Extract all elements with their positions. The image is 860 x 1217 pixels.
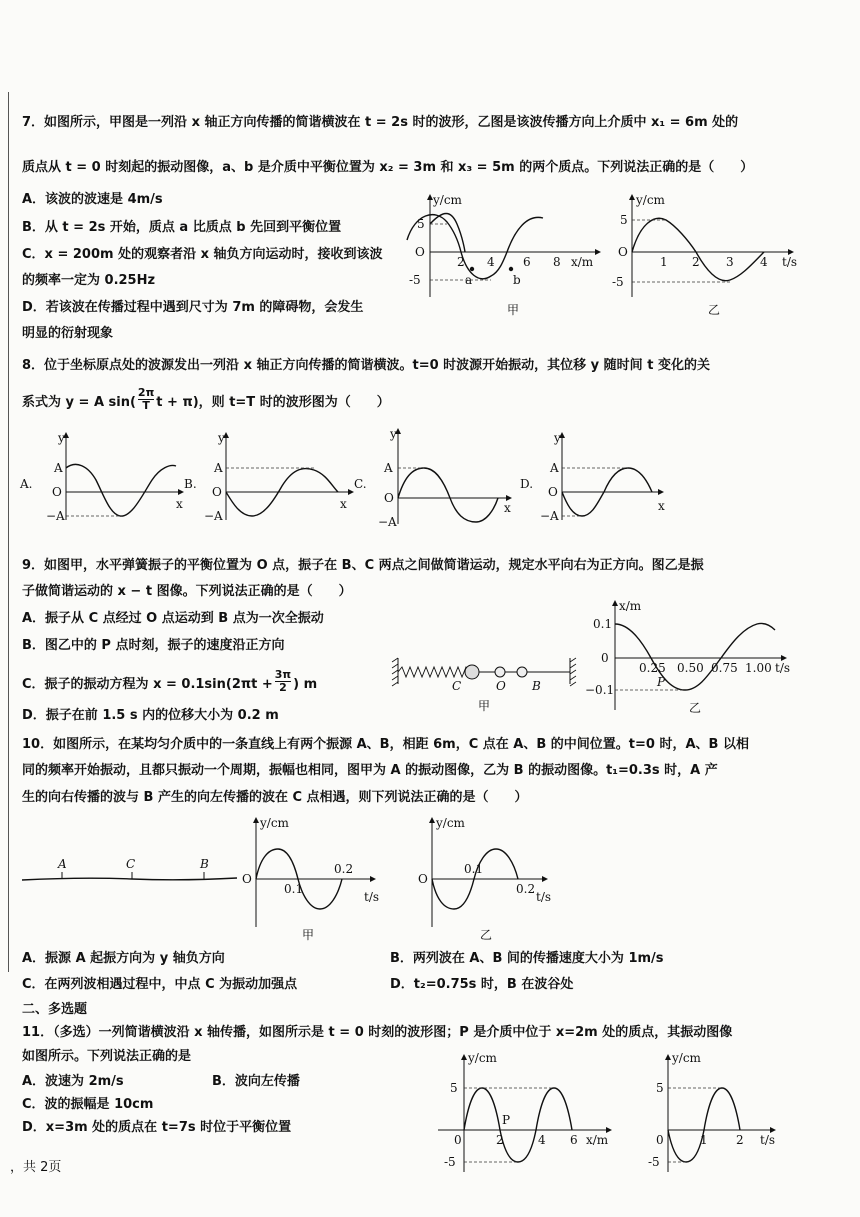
t-tick-2: 2 (692, 255, 700, 269)
q10-option-d: D．t₂=0.75s 时，B 在波谷处 (390, 977, 574, 992)
tick-6: 6 (570, 1133, 578, 1147)
svg-text:−A: −A (46, 509, 65, 523)
origin-label: O (415, 245, 425, 259)
label-o: O (496, 679, 506, 693)
y-tick-5: 5 (417, 217, 425, 231)
tick-5: 5 (656, 1081, 664, 1095)
tick-0.50: 0.50 (677, 661, 704, 675)
wave-curve (464, 1088, 572, 1162)
spring (398, 667, 470, 677)
q7-option-d-line2: 明显的衍射现象 (22, 326, 114, 341)
x-tick-2: 2 (457, 255, 465, 269)
caption: 乙 (480, 928, 493, 942)
q10-stem-line2: 同的频率开始振动，且都只振动一个周期，振幅也相同，图甲为 A 的振动图像，乙为 B 的振动图像。t₁=0.3s 时，A 产 (22, 763, 718, 778)
q8-graph-a (19, 431, 184, 523)
tick-neg0.1: −0.1 (585, 683, 615, 697)
q7-option-c-line1: C．x = 200m 处的观察者沿 x 轴负方向运动时，接收到该波 (22, 247, 383, 262)
q8-formula-post: t + π)，则 t=T 时的波形图为（ ） (156, 395, 390, 410)
q8-frac-num: 2π (137, 386, 155, 399)
tick-5: 5 (450, 1081, 458, 1095)
tick-1: 1 (700, 1133, 708, 1147)
y-label: y/cm (436, 816, 465, 830)
label-c: C (126, 857, 136, 871)
tick-neg5: -5 (648, 1155, 660, 1169)
q8-frac-den: T (142, 399, 150, 412)
q8-option-graphs (18, 427, 708, 530)
y-label: y/cm (260, 816, 289, 830)
q11-option-c: C．波的振幅是 10cm (22, 1097, 154, 1112)
q10-option-b: B．两列波在 A、B 间的传播速度大小为 1m/s (390, 951, 664, 966)
point-a (470, 267, 474, 271)
ball-o (495, 667, 505, 677)
y-arrow (629, 194, 635, 200)
x-label: x/m (571, 255, 594, 269)
q10-stem-line3: 生的向右传播的波与 B 产生的向左传播的波在 C 点相遇，则下列说法正确的是（ ） (22, 790, 528, 805)
tick-0.1: 0.1 (593, 617, 613, 631)
svg-text:O: O (52, 485, 62, 499)
caption: 乙 (689, 701, 702, 715)
svg-text:y: y (58, 431, 65, 445)
q7-wave-figure-jia (395, 192, 615, 322)
label-b: b (513, 273, 521, 287)
q7-option-c-line2: 的频率一定为 0.25Hz (22, 273, 156, 288)
tick-2: 2 (496, 1133, 504, 1147)
label-a: A (58, 857, 67, 871)
svg-text:D.: D. (520, 477, 534, 491)
section-heading-multiple-choice: 二、多选题 (22, 1002, 88, 1017)
tick-0.25: 0.25 (639, 661, 666, 675)
y-label: y/cm (636, 193, 665, 207)
q7-stem-line1: 7．如图所示，甲图是一列沿 x 轴正方向传播的简谐横波在 t = 2s 时的波形，乙图是该波传播方向上介质中 x₁ = 6m 处的 (22, 115, 739, 130)
caption: 乙 (708, 303, 721, 317)
origin: O (242, 872, 252, 886)
label-c: C (452, 679, 462, 693)
caption: 甲 (302, 928, 315, 942)
q10-option-c: C．在两列波相遇过程中，中点 C 为振动加强点 (22, 977, 298, 992)
wave-curve (407, 215, 543, 279)
q9-stem-line1: 9．如图甲，水平弹簧振子的平衡位置为 O 点，振子在 B、C 两点之间做简谐运动，规定水平向右为正方向。图乙是振 (22, 558, 704, 573)
t-tick-3: 3 (726, 255, 734, 269)
q9-formula-post: ) m (293, 677, 318, 692)
q10-vibration-a (238, 815, 388, 945)
tick-4: 4 (538, 1133, 546, 1147)
y-tick-neg5: -5 (409, 273, 421, 287)
t-label: t/s (782, 255, 798, 269)
tick-0: 0 (601, 651, 609, 665)
left-wall-hatch (392, 658, 398, 686)
q7-vibration-figure-yi (610, 192, 810, 322)
ball-c (465, 665, 479, 679)
q8-formula-pre: 系式为 y = A sin( (22, 395, 136, 410)
label-b: B (200, 857, 209, 871)
q8-graph-b (184, 431, 354, 523)
x-label: x/m (586, 1133, 609, 1147)
q11-option-d: D．x=3m 处的质点在 t=7s 时位于平衡位置 (22, 1120, 292, 1135)
q9-stem-line2: 子做简谐运动的 x − t 图像。下列说法正确的是（ ） (22, 584, 352, 599)
q11-stem-line1: 11．（多选）一列简谐横波沿 x 轴传播，如图所示是 t = 0 时刻的波形图；P 是介质中位于 x=2m 处的质点，其振动图像 (22, 1025, 733, 1040)
label-p: P (657, 675, 666, 689)
tick-0.1: 0.1 (284, 882, 304, 896)
svg-text:x: x (658, 499, 665, 513)
tick-neg5: -5 (444, 1155, 456, 1169)
t-tick-4: 4 (760, 255, 768, 269)
q8-fraction (138, 387, 154, 412)
q10-option-a: A．振源 A 起振方向为 y 轴负方向 (22, 951, 225, 966)
q11-stem-line2: 如图所示。下列说法正确的是 (22, 1049, 192, 1064)
t-label: t/s (760, 1133, 776, 1147)
svg-text:−A: −A (378, 515, 397, 529)
q9-option-b: B．图乙中的 P 点时刻，振子的速度沿正方向 (22, 638, 285, 653)
svg-text:O: O (548, 485, 558, 499)
q10-stem-line1: 10．如图所示，在某均匀介质中的一条直线上有两个振源 A、B，相距 6m，C 点在 A、B 的中间位置。t=0 时，A、B 以相 (22, 737, 749, 752)
origin: 0 (454, 1133, 462, 1147)
right-wall-hatch (570, 658, 576, 686)
vibration-curve (632, 218, 764, 280)
svg-text:y: y (390, 427, 397, 441)
t-label: t/s (364, 890, 380, 904)
svg-text:B.: B. (184, 477, 197, 491)
q11-vibration-figure (648, 1050, 793, 1175)
svg-text:A: A (384, 461, 393, 475)
tick-0.75: 0.75 (711, 661, 738, 675)
tick-2: 2 (736, 1133, 744, 1147)
svg-text:A: A (550, 461, 559, 475)
q8-graph-c (354, 427, 512, 529)
t-label: t/s (775, 661, 791, 675)
xt-curve (615, 623, 775, 690)
x-tick-4: 4 (487, 255, 495, 269)
q10-vibration-b (410, 815, 560, 945)
q9-option-a: A．振子从 C 点经过 O 点运动到 B 点为一次全振动 (22, 611, 324, 626)
tick-0.2: 0.2 (516, 882, 536, 896)
svg-text:O: O (384, 491, 394, 505)
t-label: t/s (536, 890, 552, 904)
origin: O (418, 872, 428, 886)
medium-line (22, 878, 237, 880)
x-tick-8: 8 (553, 255, 561, 269)
label-a: a (465, 273, 473, 287)
svg-text:y: y (218, 431, 225, 445)
svg-text:A: A (54, 461, 63, 475)
tick-1.00: 1.00 (745, 661, 772, 675)
y-label: y/cm (433, 193, 462, 207)
y-label: x/m (619, 599, 642, 613)
q7-option-a: A．该波的波速是 4m/s (22, 192, 163, 207)
q9-spring-figure (392, 650, 582, 715)
vibration-curve (668, 1088, 740, 1162)
tick-0.2: 0.2 (334, 862, 354, 876)
origin-label: O (618, 245, 628, 259)
ball-b (517, 667, 527, 677)
y-label: y/cm (672, 1051, 701, 1065)
svg-text:x: x (340, 497, 347, 511)
q8-stem-line2 (22, 386, 390, 415)
caption: 甲 (507, 303, 520, 317)
svg-text:x: x (504, 501, 511, 515)
point-b (509, 267, 513, 271)
origin: 0 (656, 1133, 664, 1147)
q9-frac-den: 2 (279, 681, 287, 694)
t-tick-1: 1 (660, 255, 668, 269)
svg-text:x: x (176, 497, 183, 511)
label-b: B (532, 679, 541, 693)
svg-text:A: A (214, 461, 223, 475)
svg-text:−A: −A (204, 509, 223, 523)
q9-option-d: D．振子在前 1.5 s 内的位移大小为 0.2 m (22, 708, 279, 723)
y-tick-neg5: -5 (612, 275, 624, 289)
q11-option-a: A．波速为 2m/s (22, 1074, 124, 1089)
q7-stem-line2: 质点从 t = 0 时刻起的振动图像，a、b 是介质中平衡位置为 x₂ = 3m 和 x₃ = 5m 的两个质点。下列说法正确的是（ ） (22, 160, 754, 175)
q7-option-d-line1: D．若该波在传播过程中遇到尺寸为 7m 的障碍物，会发生 (22, 300, 364, 315)
label-p: P (502, 1113, 511, 1127)
x-arrow (595, 249, 601, 255)
q11-wave-figure (438, 1050, 623, 1175)
page-footer: ，共 2页 (10, 1160, 62, 1175)
caption: 甲 (478, 699, 491, 713)
page-margin-line (8, 92, 9, 972)
y-tick-5: 5 (620, 213, 628, 227)
svg-text:y: y (554, 431, 561, 445)
q9-xt-figure (585, 598, 800, 718)
label: A. (20, 477, 33, 491)
q8-graph-d (520, 431, 665, 523)
q7-option-b: B．从 t = 2s 开始，质点 a 比质点 b 先回到平衡位置 (22, 220, 342, 235)
tick-0.1: 0.1 (464, 862, 484, 876)
q9-option-c (22, 668, 318, 697)
q9-frac-num: 3π (274, 668, 292, 681)
q10-line-figure (22, 850, 237, 890)
q9-fraction (275, 669, 291, 694)
svg-text:−A: −A (540, 509, 559, 523)
svg-text:C.: C. (354, 477, 367, 491)
x-tick-6: 6 (523, 255, 531, 269)
y-label: y/cm (468, 1051, 497, 1065)
q11-option-b: B．波向左传播 (212, 1074, 300, 1089)
q8-stem-line1: 8．位于坐标原点处的波源发出一列沿 x 轴正方向传播的简谐横波。t=0 时波源开始振动，其位移 y 随时间 t 变化的关 (22, 358, 710, 373)
svg-text:O: O (212, 485, 222, 499)
q9-formula-pre: C．振子的振动方程为 x = 0.1sin(2πt + (22, 677, 273, 692)
